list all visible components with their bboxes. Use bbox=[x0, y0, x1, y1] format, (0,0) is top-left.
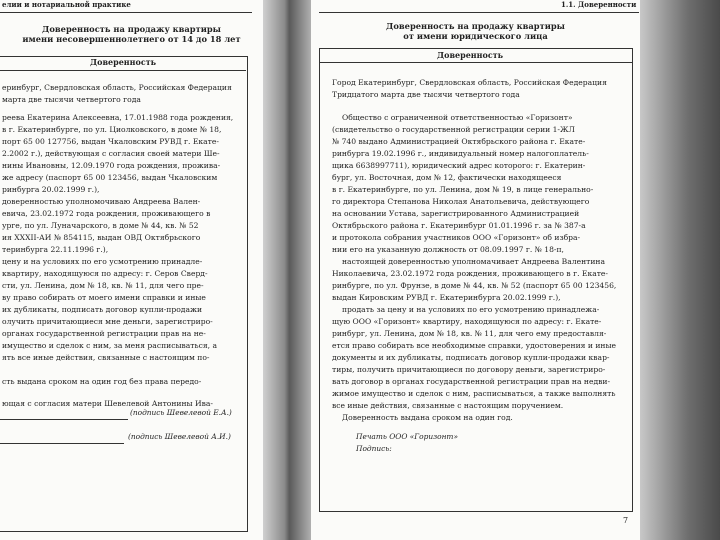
left-body-line: ия XXXII-АИ № 854115, выдан ОВД Октябрьского bbox=[2, 233, 201, 242]
right-body-line: Общество с ограниченной ответственностью «Горизонт» bbox=[342, 113, 573, 122]
left-body-line: 2.2002 г.), действующая с согласия своей матери Ше- bbox=[2, 149, 220, 158]
left-running-header: елии и нотариальной практике bbox=[2, 0, 131, 9]
right-box-label: Доверенность bbox=[437, 50, 504, 60]
right-body-line: Николаевича, 23.02.1972 года рождения, проживающего в г. Екате- bbox=[332, 269, 608, 278]
left-title bbox=[0, 24, 263, 44]
right-body-line: № 740 выдано Администрацией Октябрьского района г. Екате- bbox=[332, 137, 586, 146]
left-body-line: реева Екатерина Алексеевна, 17.01.1988 года рождения, bbox=[2, 113, 234, 122]
right-signature-line: Подпись: bbox=[356, 444, 392, 453]
right-body-line: щую ООО «Горизонт» квартиру, находящуюся по адресу: г. Екате- bbox=[332, 317, 602, 326]
left-signature-1: (подпись Шевелевой Е.А.) bbox=[130, 408, 232, 417]
right-body-line: нии его на указанную должность от 08.09.1997 г. № 18-п, bbox=[332, 245, 564, 254]
box-label-rule bbox=[0, 70, 246, 71]
left-body-line: евича, 23.02.1972 года рождения, проживающего в bbox=[2, 209, 211, 218]
right-page bbox=[311, 0, 640, 540]
right-body-line: продать за цену и на условиях по его усмотрению принадлежа- bbox=[342, 305, 600, 314]
left-body-line: в г. Екатеринбурге, по ул. Циолковского, в доме № 18, bbox=[2, 125, 222, 134]
right-running-header: 1.1. Доверенности bbox=[561, 0, 637, 9]
right-body-line: Октябрьского района г. Екатеринбург 01.01.1996 г. за № 387-а bbox=[332, 221, 586, 230]
right-body-line: го директора Степанова Николая Анатольевича, действующего bbox=[332, 197, 590, 206]
right-body-line: в г. Екатеринбурге, по ул. Ленина, дом № 19, в лице генерально- bbox=[332, 185, 594, 194]
right-stamp-line: Печать ООО «Горизонт» bbox=[356, 432, 458, 441]
right-body-line: выдан Кировским РУВД г. Екатеринбурга 20.02.1999 г.), bbox=[332, 293, 561, 302]
left-body-line: ву право собирать от моего имени справки и иные bbox=[2, 293, 206, 302]
left-body-line: олучить причитающиеся мне деньги, зарегистриро- bbox=[2, 317, 213, 326]
left-body-line: квартиру, находящуюся по адресу: г. Серов Сверд- bbox=[2, 269, 208, 278]
left-body-line: органах государственной регистрации прав на не- bbox=[2, 329, 206, 338]
signature-rule bbox=[0, 419, 128, 420]
left-body-line: нины Ивановны, 12.09.1970 года рождения, прожива- bbox=[2, 161, 221, 170]
right-body-line: все иные действия, связанные с настоящим поручением. bbox=[332, 401, 564, 410]
left-body-line: их дубликаты, подписать договор купли-продажи bbox=[2, 305, 203, 314]
right-body-line: щика 6638997711), юридический адрес которого: г. Екатерин- bbox=[332, 161, 586, 170]
page-number: 7 bbox=[623, 516, 629, 525]
box-label-rule bbox=[319, 62, 632, 63]
right-body-line: на основании Устава, зарегистрированного Администрацией bbox=[332, 209, 580, 218]
book-edge-shadow bbox=[640, 0, 720, 540]
right-body-line: ринбург, ул. Ленина, дом № 18, кв. № 11, для чего ему предоставля- bbox=[332, 329, 607, 338]
left-signature-2: (подпись Шевелевой А.И.) bbox=[128, 432, 231, 441]
left-place-line: марта две тысячи четвертого года bbox=[2, 95, 141, 104]
right-body-line: вать договор в органах государственной регистрации прав на недви- bbox=[332, 377, 611, 386]
right-body-line: Доверенность выдана сроком на один год. bbox=[342, 413, 513, 422]
left-consent-line: ющая с согласия матери Шевелевой Антонины Ива- bbox=[2, 399, 213, 408]
right-body-line: бург, ул. Восточная, дом № 12, фактически находящееся bbox=[332, 173, 562, 182]
right-body-line: жимое имущество и сделок с ним, расписываться, а также выполнять bbox=[332, 389, 616, 398]
right-place-line: Город Екатеринбург, Свердловская область, Российская Федерация bbox=[332, 78, 607, 87]
left-body-line: же адресу (паспорт 65 00 123456, выдан Чкаловским bbox=[2, 173, 218, 182]
left-body-line: порт 65 00 127756, выдан Чкаловским РУВД г. Екате- bbox=[2, 137, 219, 146]
right-body-line: ринбурге, по ул. Фрунзе, в доме № 44, кв. № 52 (паспорт 65 00 123456, bbox=[332, 281, 617, 290]
header-rule bbox=[319, 12, 639, 13]
right-body-line: документы и их дубликаты, подписать договор купли-продажи квар- bbox=[332, 353, 610, 362]
header-rule bbox=[0, 12, 252, 13]
signature-rule bbox=[0, 443, 124, 444]
right-title bbox=[311, 21, 640, 41]
book-gutter bbox=[263, 0, 311, 540]
left-title-line: имени несовершеннолетнего от 14 до 18 лет bbox=[22, 34, 241, 44]
right-place-line: Тридцатого марта две тысячи четвертого года bbox=[332, 90, 520, 99]
right-body-line: ринбурга 19.02.1996 г., индивидуальный номер налогоплатель- bbox=[332, 149, 589, 158]
left-body-line: сть выдана сроком на один год без права передо- bbox=[2, 377, 202, 386]
left-body-line: ринбурга 20.02.1999 г.), bbox=[2, 185, 100, 194]
left-place-line: еринбург, Свердловская область, Российская Федерация bbox=[2, 83, 232, 92]
right-title-line: Доверенность на продажу квартиры bbox=[385, 21, 565, 31]
right-body-line: ется право собирать все необходимые справки, удостоверения и иные bbox=[332, 341, 616, 350]
left-title-line: Доверенность на продажу квартиры bbox=[41, 24, 221, 34]
left-body-line: сти, ул. Ленина, дом № 18, кв. № 11, для чего пре- bbox=[2, 281, 204, 290]
left-body-line: ургe, по ул. Луначарского, в доме № 44, кв. № 52 bbox=[2, 221, 199, 230]
left-box-label: Доверенность bbox=[90, 57, 157, 67]
right-body-line: тиры, получить причитающиеся по договору деньги, зарегистриро- bbox=[332, 365, 606, 374]
left-body-line: цену и на условиях по его усмотрению принадле- bbox=[2, 257, 203, 266]
left-body-line: доверенностью уполномочиваю Андреева Вален- bbox=[2, 197, 201, 206]
right-body-line: (свидетельство о государственной регистрации серии 1-ЖЛ bbox=[332, 125, 575, 134]
left-page bbox=[0, 0, 263, 540]
right-body-line: и протокола собрания участников ООО «Горизонт» об избра- bbox=[332, 233, 581, 242]
left-body-line: ять все иные действия, связанные с настоящим по- bbox=[2, 353, 210, 362]
left-body-line: имущество и сделок с ним, за меня расписываться, а bbox=[2, 341, 218, 350]
left-body-line: теринбурга 22.11.1996 г.), bbox=[2, 245, 109, 254]
right-body-line: настоящей доверенностью уполномачивает Андреева Валентина bbox=[342, 257, 605, 266]
right-title-line: от имени юридического лица bbox=[403, 31, 548, 41]
